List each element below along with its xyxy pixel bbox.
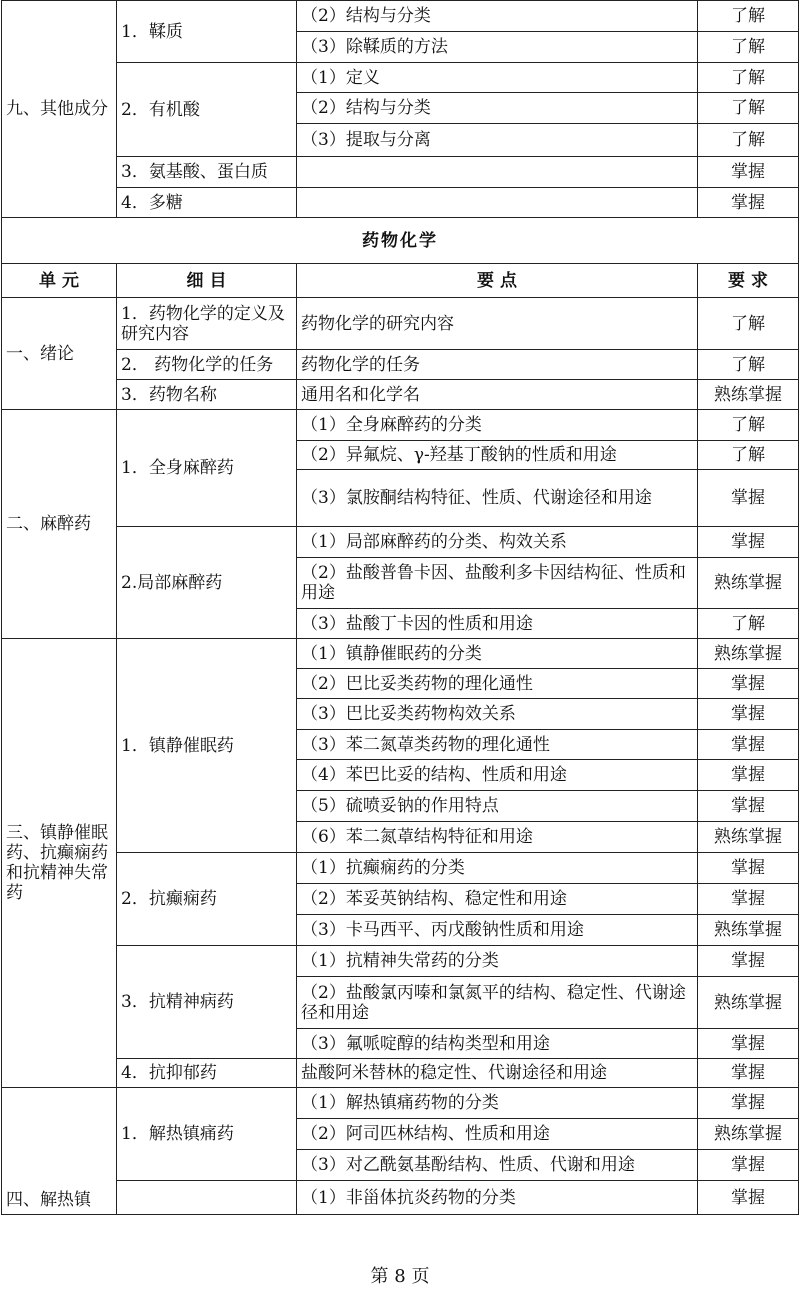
- requirement-cell: 了解: [698, 609, 799, 639]
- requirement-cell: 掌握: [698, 470, 799, 527]
- point-cell: （6）苯二氮䓬结构特征和用途: [297, 822, 698, 853]
- requirement-cell: 了解: [698, 410, 799, 441]
- point-cell: （3）提取与分离: [297, 124, 698, 157]
- detail-cell: 1．全身麻醉药: [117, 410, 297, 527]
- requirement-cell: 掌握: [698, 1059, 799, 1088]
- point-cell: （2）盐酸普鲁卡因、盐酸利多卡因结构征、性质和用途: [297, 558, 698, 609]
- requirement-cell: 了解: [698, 350, 799, 380]
- requirement-cell: 掌握: [698, 730, 799, 760]
- detail-cell: 2．抗癫痫药: [117, 853, 297, 946]
- point-cell: 通用名和化学名: [297, 380, 698, 410]
- requirement-cell: 掌握: [698, 699, 799, 730]
- detail-cell: 3．氨基酸、蛋白质: [117, 157, 297, 188]
- detail-cell: 1．药物化学的定义及研究内容: [117, 298, 297, 350]
- requirement-cell: 掌握: [698, 1150, 799, 1181]
- point-cell: （3）除鞣质的方法: [297, 32, 698, 63]
- requirement-cell: 了解: [698, 124, 799, 157]
- point-cell: （2）苯妥英钠结构、稳定性和用途: [297, 884, 698, 915]
- requirement-cell: 熟练掌握: [698, 915, 799, 946]
- point-cell: （2）阿司匹林结构、性质和用途: [297, 1119, 698, 1150]
- section-title: 药物化学: [2, 218, 799, 264]
- header-unit: 单 元: [2, 264, 117, 298]
- point-cell: （3）苯二氮䓬类药物的理化通性: [297, 730, 698, 760]
- requirement-cell: 掌握: [698, 946, 799, 977]
- unit-cell: 四、解热镇: [2, 1088, 117, 1215]
- point-cell: （1）镇静催眠药的分类: [297, 639, 698, 669]
- detail-cell: 2．有机酸: [117, 63, 297, 157]
- requirement-cell: 掌握: [698, 1181, 799, 1215]
- requirement-cell: 了解: [698, 298, 799, 350]
- unit-cell: 九、其他成分: [2, 1, 117, 218]
- detail-cell: [117, 1181, 297, 1215]
- point-cell: （3）氟哌啶醇的结构类型和用途: [297, 1029, 698, 1059]
- detail-cell: 3．抗精神病药: [117, 946, 297, 1059]
- requirement-cell: 了解: [698, 441, 799, 470]
- unit-cell: 三、镇静催眠药、抗癫痫药和抗精神失常药: [2, 639, 117, 1088]
- requirement-cell: 了解: [698, 93, 799, 124]
- point-cell: （1）全身麻醉药的分类: [297, 410, 698, 441]
- detail-cell: 1．镇静催眠药: [117, 639, 297, 853]
- header-requirement: 要 求: [698, 264, 799, 298]
- page-cutoff: [0, 1219, 800, 1239]
- requirement-cell: 了解: [698, 63, 799, 93]
- point-cell: （3）对乙酰氨基酚结构、性质、代谢和用途: [297, 1150, 698, 1181]
- requirement-cell: 掌握: [698, 760, 799, 791]
- point-cell: （1）抗癫痫药的分类: [297, 853, 698, 884]
- point-cell: （2）结构与分类: [297, 1, 698, 32]
- point-cell: （1）非甾体抗炎药物的分类: [297, 1181, 698, 1215]
- point-cell: （4）苯巴比妥的结构、性质和用途: [297, 760, 698, 791]
- point-cell: （1）局部麻醉药的分类、构效关系: [297, 527, 698, 558]
- requirement-cell: 熟练掌握: [698, 639, 799, 669]
- page-number: 第 8 页: [370, 1266, 430, 1287]
- point-cell: （2）结构与分类: [297, 93, 698, 124]
- requirement-cell: 掌握: [698, 1029, 799, 1059]
- point-cell: （3）巴比妥类药物构效关系: [297, 699, 698, 730]
- point-cell: （5）硫喷妥钠的作用特点: [297, 791, 698, 822]
- header-detail: 细 目: [117, 264, 297, 298]
- requirement-cell: 熟练掌握: [698, 558, 799, 609]
- point-cell: [297, 188, 698, 218]
- detail-cell: 2.局部麻醉药: [117, 527, 297, 639]
- requirement-cell: 了解: [698, 1, 799, 32]
- unit-cell: 一、绪论: [2, 298, 117, 410]
- point-cell: （1）解热镇痛药物的分类: [297, 1088, 698, 1119]
- requirement-cell: 掌握: [698, 791, 799, 822]
- point-cell: [297, 157, 698, 188]
- point-cell: 药物化学的任务: [297, 350, 698, 380]
- requirement-cell: 熟练掌握: [698, 977, 799, 1029]
- detail-cell: 3．药物名称: [117, 380, 297, 410]
- requirement-cell: 了解: [698, 32, 799, 63]
- detail-cell: 4．抗抑郁药: [117, 1059, 297, 1088]
- detail-cell: 4．多糖: [117, 188, 297, 218]
- point-cell: （3）卡马西平、丙戊酸钠性质和用途: [297, 915, 698, 946]
- point-cell: （3）盐酸丁卡因的性质和用途: [297, 609, 698, 639]
- unit-cell: 二、麻醉药: [2, 410, 117, 639]
- requirement-cell: 掌握: [698, 853, 799, 884]
- detail-cell: 1．鞣质: [117, 1, 297, 63]
- requirement-cell: 掌握: [698, 188, 799, 218]
- point-cell: （3）氯胺酮结构特征、性质、代谢途径和用途: [297, 470, 698, 527]
- point-cell: （2）巴比妥类药物的理化通性: [297, 669, 698, 699]
- requirement-cell: 熟练掌握: [698, 822, 799, 853]
- requirement-cell: 熟练掌握: [698, 1119, 799, 1150]
- header-points: 要 点: [297, 264, 698, 298]
- syllabus-table: [1, 0, 799, 1215]
- requirement-cell: 掌握: [698, 527, 799, 558]
- point-cell: （2）异氟烷、γ-羟基丁酸钠的性质和用途: [297, 441, 698, 470]
- requirement-cell: 掌握: [698, 669, 799, 699]
- point-cell: 盐酸阿米替林的稳定性、代谢途径和用途: [297, 1059, 698, 1088]
- point-cell: （1）抗精神失常药的分类: [297, 946, 698, 977]
- requirement-cell: 掌握: [698, 884, 799, 915]
- point-cell: （2）盐酸氯丙嗪和氯氮平的结构、稳定性、代谢途径和用途: [297, 977, 698, 1029]
- requirement-cell: 掌握: [698, 1088, 799, 1119]
- requirement-cell: 熟练掌握: [698, 380, 799, 410]
- requirement-cell: 掌握: [698, 157, 799, 188]
- detail-cell: 2． 药物化学的任务: [117, 350, 297, 380]
- detail-cell: 1．解热镇痛药: [117, 1088, 297, 1181]
- point-cell: 药物化学的研究内容: [297, 298, 698, 350]
- point-cell: （1）定义: [297, 63, 698, 93]
